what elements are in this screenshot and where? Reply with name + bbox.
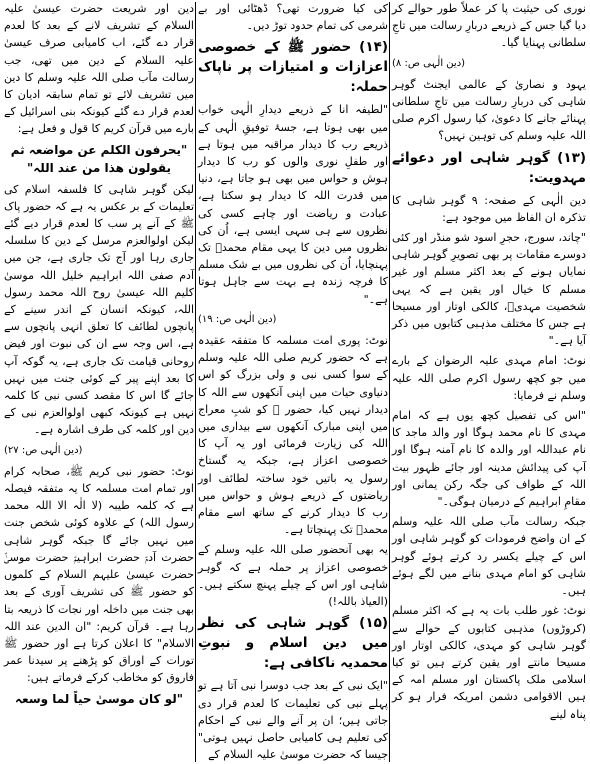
paragraph: یہ بھی آنحضور صلی اللہ علیہ وسلم کے خصوصی اعزاز پر حملہ ہے کہ گوہر شاہی اور اس کے چیلے پہنچ سکتے ہیں۔ (العیاذ باللہ!)	[198, 543, 388, 609]
arabic-quote: "لو کان موسیٰ حیاً لما وسعہ	[15, 691, 183, 706]
paragraph: نوٹ: امام مہدی علیہ الرضوان کے بارے میں جو کچھ رسول اکرم صلی اللہ علیہ وسلم نے فرمایا:	[392, 354, 586, 402]
column-divider	[195, 2, 196, 762]
paragraph: نوٹ: پوری امت مسلمہ کا متفقہ عقیدہ ہے کہ حضور کریم صلی اللہ علیہ وسلم کے سوا کسی نبی و ولی بزرگ کو اس دنیاوی حیات میں اپنی آنکھوں سے اللہ کا دیدار نہیں کیا، حضور ﷺ کو شبِ معراج میں اپنی مبارک آنکھوں سے بیداری میں اللہ کی زیارت فرمائی اور یہ آپ کا خصوصی اعزاز ہے، جبکہ یہ گستاخ رسول یہ باتیں خود ساختہ لطائف اور ریاضتوں کے ذریعے ہوش و حواس میں رب کا دیدار کرنے کے ساتھ اسے مقام محمدؐ تک پہنچاتا ہے۔	[198, 334, 388, 537]
paragraph: "اس کی تفصیل کچھ یوں ہے کہ امام مہدی کا نام محمد ہوگا اور والد ماجد کا نام عبداللہ اور والدہ کا نام آمنہ ہوگا اور آپ کی پیدائش مدینہ اور جائے ظہور بیت اللہ کے طواف کی جگہ رکن یمانی اور مقامِ ابراہیم کے درمیان ہوگی۔"	[392, 409, 586, 509]
paragraph: "چاند، سورج، حجرِ اسود شو منڈر اور کئی دوسرے مقامات پر بھی تصویرِ گوہر شاہی نمایاں ہونے کے بعد اکثر مسلم اور غیر مسلم کا خیال اور یقین ہے کہ یہی شخصیت مہدیؑ، کالکی اوتار اور مسیحا ہے جس کا مختلف مذہبی کتابوں میں ذکر آیا ہے۔"	[392, 231, 586, 348]
paragraph: نوٹ: حضور نبی کریم ﷺ، صحابہ کرام اور تمام امت مسلمہ کا یہ متفقہ فیصلہ ہے کہ کلمہ طیبہ (لا الٰہ الا اللہ محمد رسول اللہ) کے علاوہ کوئی شخص جنت میں نہیں جائے گا جبکہ گوہر شاہی حضرت آدمؑ حضرت ابراہیمؑ حضرت موسیٰؑ حضرت عیسیٰ علیہم السلام کے کلموں کو حضور ﷺ کی تشریف آوری کے بعد بھی جنت میں داخلہ اور نجات کا ذریعہ بتا رہا ہے۔ قرآن کریم: "ان الدین عند اللہ الاسلام" کا اعلان کرتا ہے اور حضور ﷺ تورات کے اوراق کو پڑھنے پر سیدنا عمر فاروق کو مخاطب کرکے فرماتے ہیں:	[4, 464, 194, 685]
source-citation: (دین الٰہی ص: ۱۹)	[198, 313, 277, 325]
column-divider	[389, 2, 390, 762]
paragraph: "ایک نبی کے بعد جب دوسرا نبی آتا ہے تو پہلے نبی کی تعلیمات کا لعدم قرار دی جاتی ہیں؛ ان پر آنے والے نبی کے احکام کی تعلیم ہی کامیابی حاصل نہیں ہوتی" جیسا کہ حضرت موسیٰ علیہ السلام کے	[198, 679, 388, 762]
section-heading: (۱۵) گوہر شاہی کی نظر میں دین اسلام و نبوتِ محمدیہ ناکافی ہے:	[198, 615, 388, 672]
source-citation: (دین الٰہی ص: ۲۷)	[4, 444, 83, 456]
text-column-middle	[198, 0, 388, 764]
paragraph: دین الٰہی کے صفحہ: ۹ گوہر شاہی کا تذکرہ ان الفاظ میں موجود ہے:	[392, 193, 586, 224]
paragraph: جبکہ رسالت مآب صلی اللہ علیہ وسلم کے ان واضح فرمودات کو گوہر شاہی اور اس کے چیلے یکسر رد کرتے ہوئے گوہر شاہی کو امام مہدی بنانے میں لگے ہوئے ہیں۔	[392, 515, 586, 598]
paragraph: دین اور شریعت حضرت عیسیٰ علیہ السلام کے تشریف لانے کے بعد کا لعدم قرار دے گئے، اب کامیابی صرف عیسیٰ علیہ السلام کے دین میں تھی، جب رسالت مآب صلی اللہ علیہ وسلم کا دین میں تشریف لائے تو تمام سابقہ ادیان کا لعدم قرار دے گئے کیونکہ بنی اسرائیل کے بارے میں قرآن کریم کا قول و فعل ہے:	[4, 2, 194, 136]
section-heading: (۱۴) حضور ﷺ کے خصوصی اعزازات و امتیازات پر ناپاک حملہ:	[198, 39, 388, 96]
source-citation: (دین الٰہی ص: ۸)	[392, 57, 466, 69]
paragraph: "لطیفہ انا کے ذریعے دیدارِ الٰہی خواب میں بھی ہوتا ہے، جسۂ توفیقِ الٰہی کے ذریعے رب کا دیدار مراقبہ میں ہوتا ہے اور طفلِ نوری والوں کو رب کا دیدار ہوش و حواس میں بھی ہو جاتا ہے، دنیا میں قدرت اللہ کا دیدار ہو سکتا ہے، عبادت و ریاضت اور چاہے کسی کی نظروں سے ہی سہی ایسی ہے، اُن کی نظروں میں دین کا یہی مقام محمدؐ تک پہنچایا، اُن کی نظروں میں بے شک مسلم کا فرچہ زندہ ہے بہت سے جاہل ہوتا ہے۔"	[198, 103, 388, 306]
paragraph: نوری کی حیثیت پا کر عملاً طور حوالے کر دیا گیا جس کے ذریعے دربارِ رسالت میں تاجِ سلطانی پہنایا گیا۔	[392, 2, 586, 50]
paragraph: یہود و نصاریٰ کے عالمی ایجنٹ گوہر شاہی کی دربارِ رسالت میں تاجِ سلطانی پہنائے جانے کا دعویٰ، کیا رسول اکرم صلی اللہ علیہ وسلم کی توہین نہیں؟	[392, 77, 586, 143]
paragraph: نوٹ: غور طلب بات یہ ہے کہ اکثر مسلم (کروڑوں) مذہبی کتابوں کے حوالے سے گوہر شاہی کو مہدی، کالکی اوتار اور مسیحا مانتے اور یقین کرتے ہیں تو کیا اسلامی ملک پاکستان اور مسلم امہ کے ہیں الاقوامی دشمن امریکہ فرار ہو کر پناہ لینے	[392, 604, 586, 721]
paragraph: لیکن گوہر شاہی کا فلسفہ اسلام کی تعلیمات کے بر عکس یہ ہے کہ حضور پاک ﷺ کے آنے پر سب کا لعدم قرار دیے گئے لیکن اولوالعزم مرسل کے دین کا سلسلہ جاری رہا اور آج تک جاری ہے، جن میں آدم صفی اللہ ابراہیم خلیل اللہ موسیٰ کلیم اللہ عیسیٰ روح اللہ محمد رسول اللہ، کیونکہ انسان کے اندر سینے کے پانچوں لطائف کا تعلق انہی پانچوں سے ہے، اس وجہ سے ان کی نبوت اور فیض روحانی قیامت تک جاری ہے، یہ گوکہ آپ کا بعد اپنے پیر کے کوئی جنت میں نہیں جائے گا اس کا مقصد کسی نبی کا کلمہ نہیں ہے کیونکہ کبھی اولوالعزم نبی کے دین اور کلمہ کی طرف اشارہ ہے۔	[4, 182, 194, 437]
text-column-left	[4, 0, 194, 764]
arabic-quote: "یحرفون الکلم عن مواضعہ ثم یقولون ھذا من عند اللہ"	[10, 142, 188, 175]
text-column-right	[392, 0, 586, 764]
paragraph: کی کیا ضرورت تھی؟ ڈھٹائی اور بے شرمی کی تمام حدود توڑ دیں۔	[198, 2, 388, 33]
section-heading: (۱۳) گوہر شاہی اور دعوائے مہدویت:	[392, 149, 586, 186]
